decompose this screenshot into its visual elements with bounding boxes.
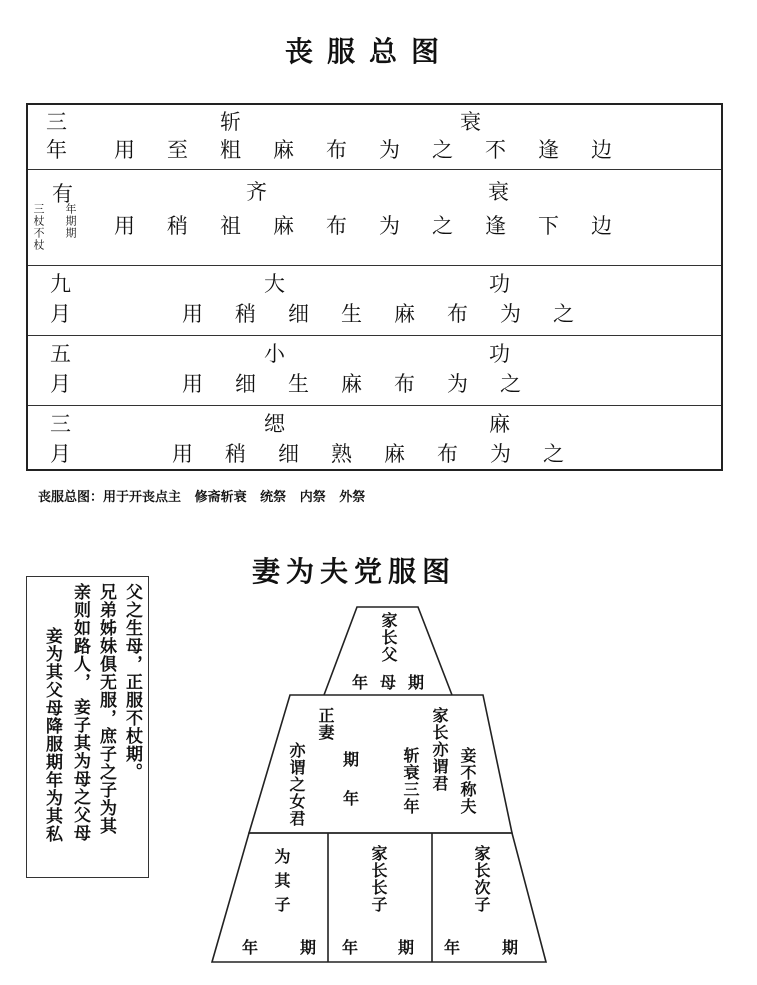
note-column: 妾为其父母降服期年为其私	[42, 627, 62, 843]
row-char: 为	[490, 442, 511, 466]
section-title: 妻为夫党服图	[252, 555, 457, 588]
note-column: 兄弟姊妹俱无服，庶子之子为其	[96, 583, 116, 835]
row-label: 九	[50, 272, 71, 296]
row-label: 有	[52, 182, 73, 206]
row-heading: 麻	[489, 412, 510, 436]
row-label: 月	[50, 442, 71, 466]
row-char: 麻	[384, 442, 405, 466]
row-char: 生	[288, 372, 309, 396]
row-char: 稍	[167, 214, 188, 238]
diagram-label: 家长长子	[369, 845, 388, 913]
diagram-label: 期	[300, 938, 317, 957]
row-heading: 小	[264, 342, 285, 366]
row-char: 之	[553, 302, 574, 326]
row-label: 月	[50, 372, 71, 396]
row-heading: 齐	[246, 180, 267, 204]
row-heading: 衰	[460, 110, 481, 134]
row-heading: 缌	[264, 412, 285, 436]
row-char: 下	[538, 214, 559, 238]
row-label: 三	[50, 412, 71, 436]
row-char: 之	[500, 372, 521, 396]
row-label: 年期期	[64, 203, 77, 239]
diagram-label: 期	[343, 750, 360, 769]
row-heading: 功	[489, 342, 510, 366]
row-char: 稍	[225, 442, 246, 466]
diagram-label: 年	[342, 938, 359, 957]
row-char: 用	[114, 138, 135, 162]
row-char: 布	[447, 302, 468, 326]
row-char: 至	[167, 138, 188, 162]
diagram-label: 家长次子	[472, 845, 491, 913]
row-char: 用	[172, 442, 193, 466]
row-char: 用	[182, 302, 203, 326]
row-char: 布	[326, 138, 347, 162]
row-char: 之	[432, 138, 453, 162]
row-char: 细	[278, 442, 299, 466]
row-char: 布	[326, 214, 347, 238]
note-column: 亲则如路人， 妾子其为母之父母	[70, 583, 90, 842]
row-char: 麻	[341, 372, 362, 396]
row-char: 为	[500, 302, 521, 326]
diagram-label: 年	[343, 789, 360, 808]
row-char: 用	[182, 372, 203, 396]
table-caption: 丧服总图：用于开丧点主 修斋斩衰 统祭 内祭 外祭	[38, 490, 366, 505]
row-char: 麻	[273, 138, 294, 162]
row-char: 麻	[394, 302, 415, 326]
row-char: 之	[543, 442, 564, 466]
row-char: 细	[288, 302, 309, 326]
diagram-label: 妾不称夫	[458, 747, 477, 815]
diagram-label: 母	[380, 673, 397, 692]
diagram-label: 年	[242, 938, 259, 957]
row-char: 生	[341, 302, 362, 326]
row-char: 布	[394, 372, 415, 396]
row-heading: 斩	[220, 110, 241, 134]
diagram-label: 正妻	[316, 707, 335, 741]
row-char: 麻	[273, 214, 294, 238]
diagram-label: 家长亦谓君	[430, 707, 449, 792]
row-char: 细	[235, 372, 256, 396]
row-char: 粗	[220, 138, 241, 162]
row-label: 月	[50, 302, 71, 326]
diagram-label: 亦谓之女君	[287, 742, 306, 827]
diagram-label: 期	[502, 938, 519, 957]
row-char: 为	[447, 372, 468, 396]
diagram-label: 为其子	[272, 848, 291, 920]
row-char: 熟	[331, 442, 352, 466]
page-title: 丧服总图	[285, 35, 454, 68]
row-char: 稍	[235, 302, 256, 326]
diagram-label: 期	[408, 673, 425, 692]
row-char: 布	[437, 442, 458, 466]
diagram-label: 年	[444, 938, 461, 957]
diagram-top-vertical: 家长父	[379, 612, 398, 663]
row-heading: 功	[489, 272, 510, 296]
row-char: 不	[485, 138, 506, 162]
row-char: 逢	[485, 214, 506, 238]
diagram-label: 期	[398, 938, 415, 957]
row-label: 三杖不杖	[32, 203, 45, 251]
row-char: 逢	[538, 138, 559, 162]
row-char: 为	[379, 138, 400, 162]
row-char: 边	[591, 138, 612, 162]
row-char: 边	[591, 214, 612, 238]
row-char: 为	[379, 214, 400, 238]
row-label: 年	[46, 138, 67, 162]
diagram-label: 斩衰三年	[401, 747, 420, 815]
row-char: 用	[114, 214, 135, 238]
row-label: 五	[50, 342, 71, 366]
row-heading: 大	[264, 272, 285, 296]
row-heading: 衰	[488, 180, 509, 204]
row-label: 三	[46, 110, 67, 134]
row-char: 之	[432, 214, 453, 238]
note-column: 父之生母，正服不杖期。	[122, 583, 142, 781]
diagram-label: 年	[352, 673, 369, 692]
row-char: 祖	[220, 214, 241, 238]
